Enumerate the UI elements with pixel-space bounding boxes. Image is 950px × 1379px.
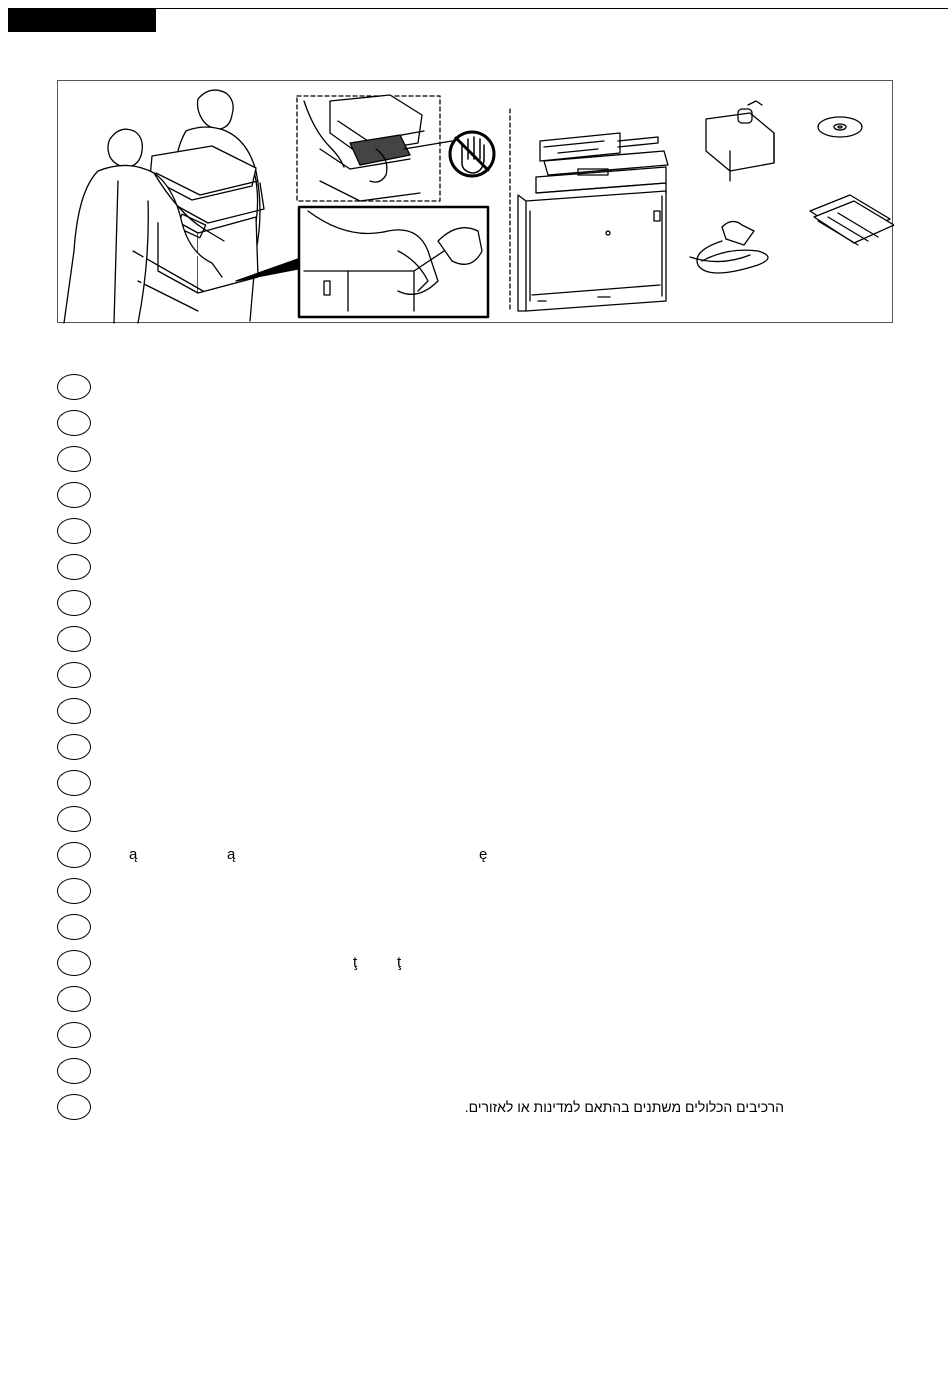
language-row: [57, 698, 937, 726]
language-row: [57, 842, 937, 870]
manuals-icon: [810, 195, 894, 245]
language-row: [57, 1058, 937, 1086]
language-marker-circle: [57, 590, 91, 616]
text-fragment: ţ: [353, 954, 358, 971]
language-marker-circle: [57, 1022, 91, 1048]
installation-illustration: [57, 80, 893, 323]
language-row: [57, 518, 937, 546]
language-row: [57, 1022, 937, 1050]
language-marker-circle: [57, 914, 91, 940]
language-marker-circle: [57, 878, 91, 904]
language-row: [57, 626, 937, 654]
language-marker-circle: [57, 482, 91, 508]
text-fragment: ę: [479, 846, 488, 863]
language-marker-circle: [57, 662, 91, 688]
cd-rom-icon: [818, 117, 862, 137]
language-row: [57, 914, 937, 942]
language-marker-circle: [57, 1094, 91, 1120]
language-row: [57, 446, 937, 474]
hebrew-note: הרכיבים הכלולים משתנים בהתאם למדינות או לאזורים.: [464, 1099, 784, 1115]
language-marker-circle: [57, 410, 91, 436]
language-marker-circle: [57, 626, 91, 652]
header-tab-block: [8, 9, 156, 32]
language-marker-circle: [57, 806, 91, 832]
language-row: [57, 806, 937, 834]
text-fragment: ą: [129, 846, 138, 863]
language-row: [57, 878, 937, 906]
text-fragment: ą: [227, 846, 236, 863]
language-marker-circle: [57, 770, 91, 796]
language-marker-circle: [57, 986, 91, 1012]
language-marker-circle: [57, 842, 91, 868]
power-cord-icon: [690, 221, 768, 273]
language-row: [57, 986, 937, 1014]
language-marker-circle: [57, 518, 91, 544]
language-row: [57, 950, 937, 978]
language-marker-circle: [57, 446, 91, 472]
language-marker-circle: [57, 554, 91, 580]
do-not-hold-document-processor-illustration: [297, 95, 494, 201]
language-row: [57, 1094, 937, 1122]
language-row: [57, 590, 937, 618]
language-row: [57, 374, 937, 402]
included-components-illustration: [518, 101, 894, 311]
two-people-lifting-machine-illustration: [64, 90, 264, 323]
language-row: [57, 410, 937, 438]
lift-handles-closeup-illustration: [299, 207, 488, 317]
language-row: [57, 734, 937, 762]
language-marker-circle: [57, 698, 91, 724]
language-row: [57, 770, 937, 798]
language-marker-circle: [57, 734, 91, 760]
language-marker-circle: [57, 374, 91, 400]
language-marker-circle: [57, 1058, 91, 1084]
language-row: [57, 482, 937, 510]
text-fragment: ţ: [397, 954, 402, 971]
language-marker-circle: [57, 950, 91, 976]
language-row: [57, 662, 937, 690]
language-row: [57, 554, 937, 582]
toner-container-icon: [706, 101, 774, 181]
